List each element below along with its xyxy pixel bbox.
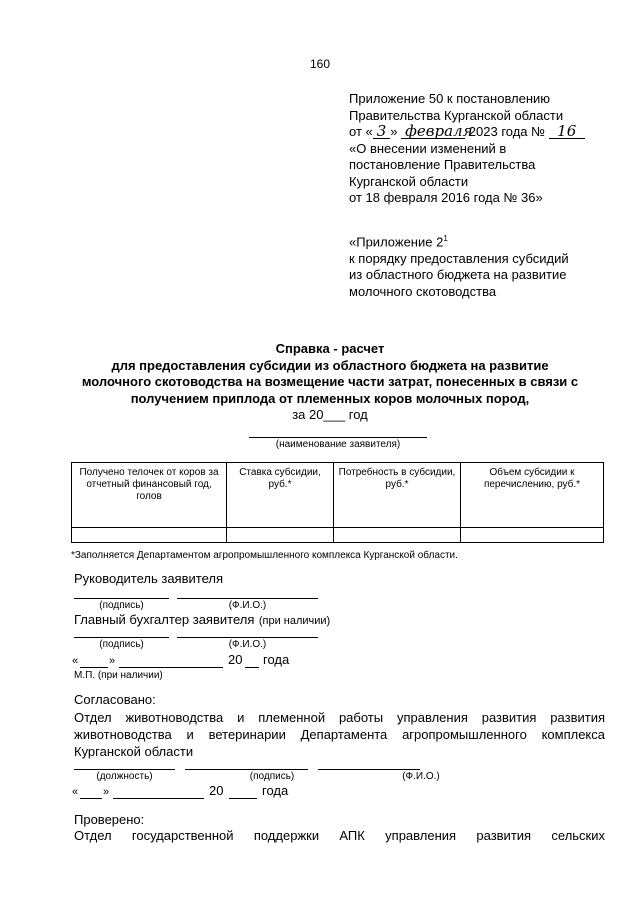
appendix-line: постановление Правительства: [349, 157, 536, 172]
date-open-quote: «: [72, 655, 79, 667]
accountant-fio-line[interactable]: [177, 637, 318, 638]
appendix2-line: из областного бюджета на развитие: [349, 267, 567, 283]
signature-caption: (подпись): [99, 600, 144, 611]
agreed-line: Курганской области: [74, 744, 194, 759]
title-line: для предоставления субсидии из областного бюджета на развитие: [111, 357, 549, 373]
table-header-row: [72, 463, 604, 528]
date-close-quote: »: [109, 655, 116, 667]
date-day-line[interactable]: [80, 667, 108, 668]
accountant-label: Главный бухгалтер заявителя: [74, 612, 255, 627]
appendix-line: Курганской области: [349, 173, 469, 189]
table-header-cell: Объем субсидии к перечислению, руб.*: [461, 463, 604, 528]
date-year-prefix: 20: [228, 652, 243, 667]
appendix-line: «О внесении изменений в: [349, 140, 507, 156]
date-year-suffix: года: [262, 783, 289, 798]
agreed-date-month-line[interactable]: [113, 798, 204, 799]
accountant-note: (при наличии): [258, 615, 331, 627]
title-year-line: за 20___ год: [292, 407, 368, 422]
fio-caption: (Ф.И.О.): [228, 600, 267, 611]
appendix2-title: [349, 231, 569, 251]
agreed-position-line[interactable]: [74, 769, 175, 770]
agreed-line: животноводства и ветеринарии Департамента агропромышленного комплекса: [74, 727, 605, 742]
stamp-note: М.П. (при наличии): [74, 670, 163, 681]
agreed-date-day-line[interactable]: [80, 798, 102, 799]
date-month-line[interactable]: [119, 667, 223, 668]
applicant-name-line[interactable]: [249, 437, 427, 438]
date-year: 2023 года №: [468, 124, 546, 139]
handwritten-number: 16: [549, 125, 585, 139]
title-line: Справка - расчет: [275, 341, 385, 356]
page-number: 160: [309, 57, 331, 71]
fio-caption: (Ф.И.О.): [402, 771, 440, 782]
agreed-line: Отдел животноводства и племенной работы управления развития развития: [74, 710, 605, 725]
appendix-block: [349, 91, 619, 207]
checked-label: Проверено:: [74, 812, 145, 827]
signature-caption: (подпись): [249, 771, 295, 782]
table-cell[interactable]: [461, 528, 604, 543]
signature-caption: (подпись): [99, 639, 144, 650]
agreed-label: Согласовано:: [74, 692, 156, 707]
date-year-suffix: года: [263, 652, 290, 667]
agreed-fio-line[interactable]: [318, 769, 420, 770]
head-fio-line[interactable]: [177, 598, 318, 599]
date-prefix: от «: [349, 124, 373, 139]
document-title: [40, 341, 620, 424]
checked-line: Отдел государственной поддержки АПК управления развития сельских: [74, 828, 605, 843]
appendix2-line: к порядку предоставления субсидий: [349, 250, 569, 266]
appendix-date-line: [349, 124, 619, 141]
handwritten-month: февраля: [401, 125, 465, 139]
appendix-line: Правительства Курганской области: [349, 107, 564, 123]
title-line: молочного скотоводства на возмещение части затрат, понесенных в связи с: [81, 374, 579, 389]
fio-caption: (Ф.И.О.): [228, 639, 267, 650]
table-cell[interactable]: [334, 528, 461, 543]
date-close-quote: »: [103, 786, 110, 798]
applicant-name-caption: (наименование заявителя): [275, 439, 401, 450]
table-header-cell: Получено телочек от коров за отчетный финансовый год, голов: [72, 463, 227, 528]
table-row: [72, 528, 604, 543]
date-year-line[interactable]: [245, 667, 259, 668]
calculation-table: [71, 462, 604, 543]
table-cell[interactable]: [227, 528, 334, 543]
appendix-line: Приложение 50 к постановлению: [349, 91, 551, 106]
appendix2-line: молочного скотоводства: [349, 283, 497, 299]
date-year-prefix: 20: [209, 783, 224, 798]
agreed-signature-line[interactable]: [185, 769, 308, 770]
footnote: *Заполняется Департаментом агропромышленного комплекса Курганской области.: [71, 550, 458, 561]
head-label: Руководитель заявителя: [74, 571, 223, 586]
appendix2-block: [349, 231, 569, 300]
accountant-signature-line[interactable]: [74, 637, 169, 638]
handwritten-day: 3: [373, 125, 391, 139]
appendix-line: от 18 февраля 2016 года № 36»: [349, 190, 543, 205]
table-cell[interactable]: [72, 528, 227, 543]
table-header-cell: Потребность в субсидии, руб.*: [334, 463, 461, 528]
date-open-quote: «: [72, 786, 79, 798]
appendix2-title-text: «Приложение 2: [349, 234, 444, 250]
accountant-label-line: [74, 611, 330, 629]
table-header-cell: Ставка субсидии, руб.*: [227, 463, 334, 528]
appendix2-superscript: 1: [443, 234, 448, 243]
head-signature-line[interactable]: [74, 598, 169, 599]
agreed-date-year-line[interactable]: [229, 798, 257, 799]
date-mid: »: [390, 124, 398, 139]
position-caption: (должность): [96, 771, 153, 782]
title-line: получением приплода от племенных коров молочных пород,: [130, 390, 530, 406]
